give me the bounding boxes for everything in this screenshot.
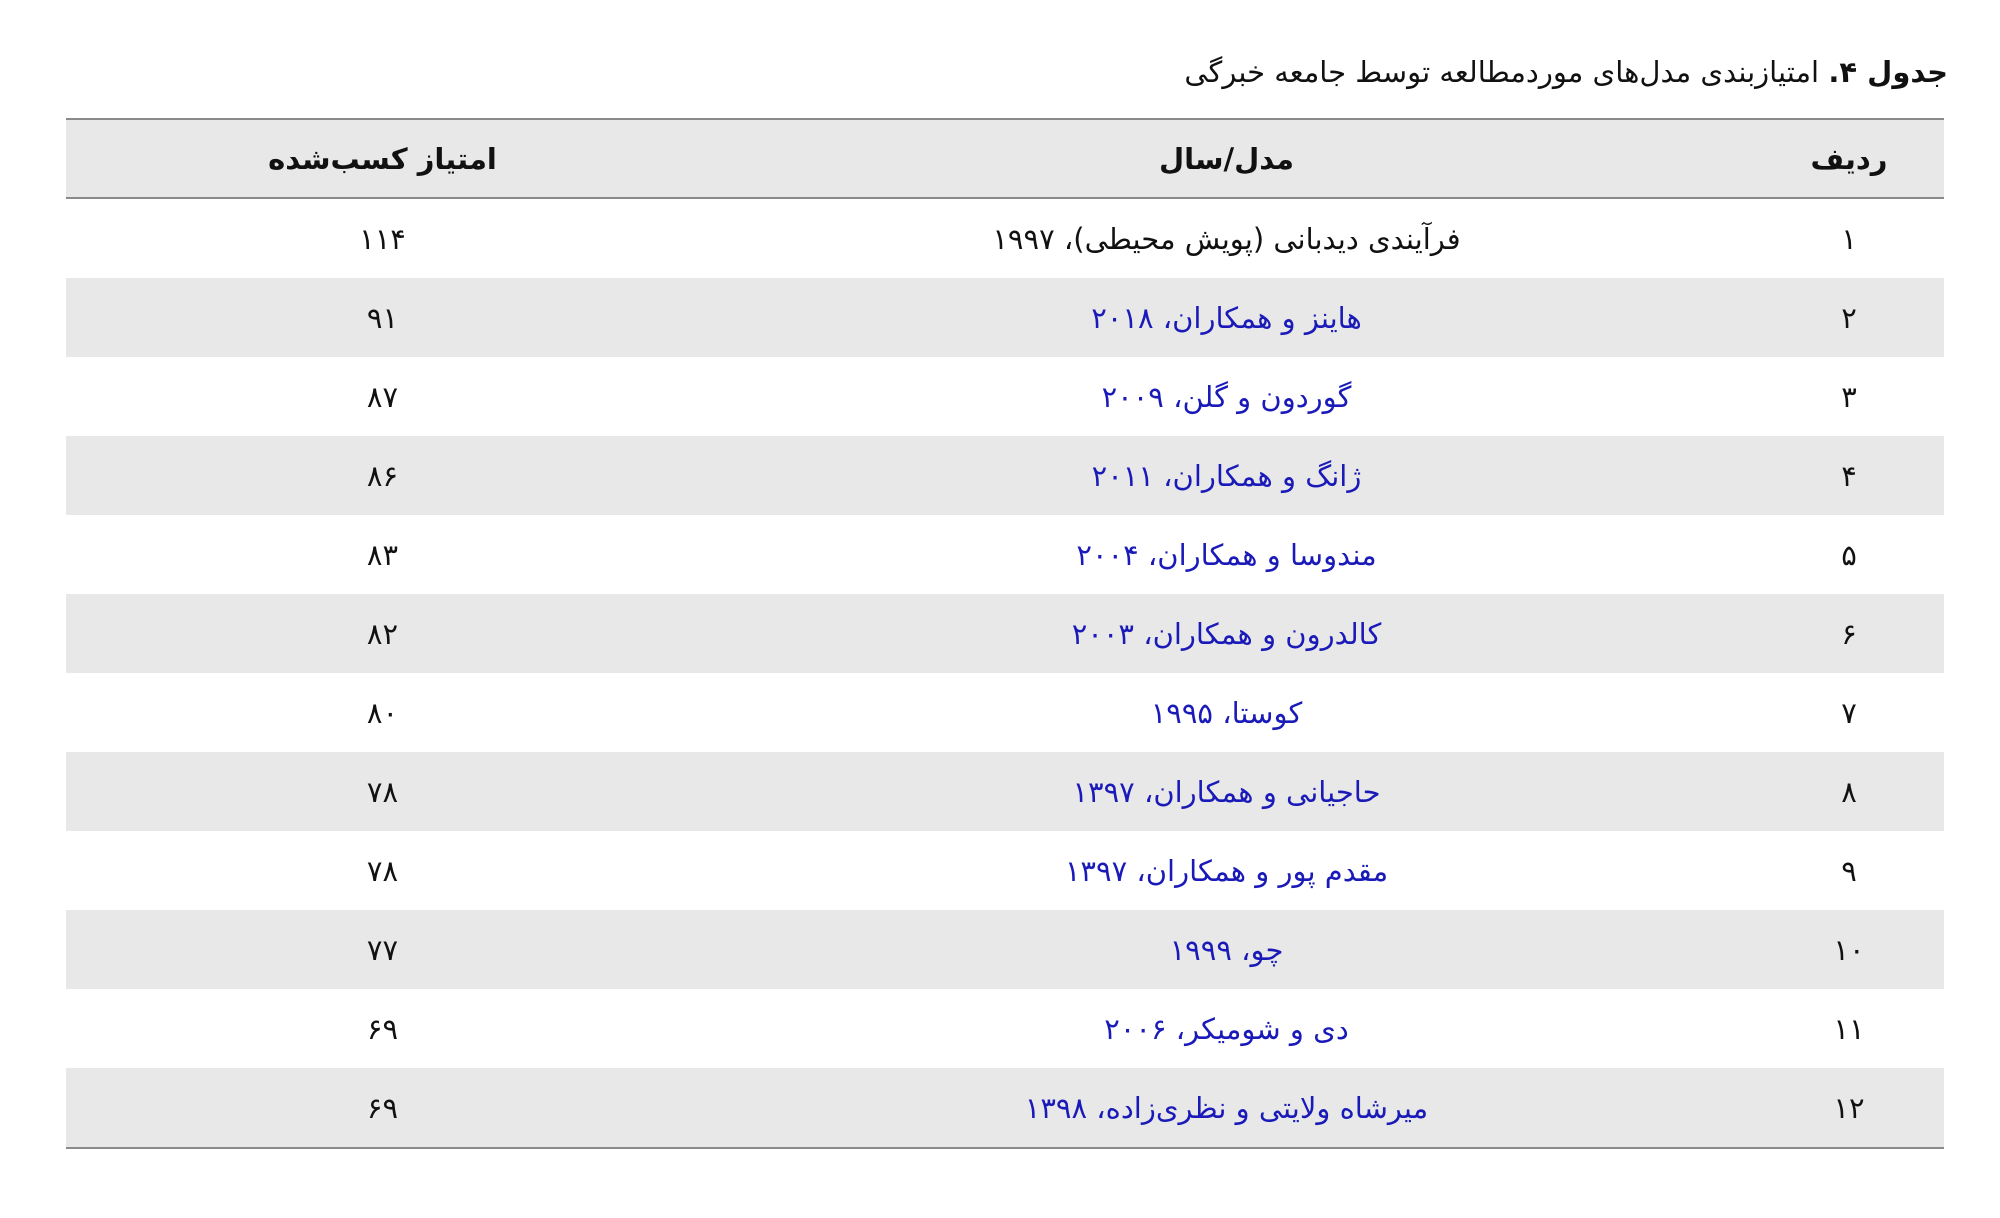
model-citation-link[interactable]: میرشاه ولایتی و نظری‌زاده، ۱۳۹۸ <box>1024 1090 1429 1125</box>
model-citation-link[interactable]: حاجیانی و همکاران، ۱۳۹۷ <box>1072 774 1381 809</box>
rank-cell: ۳ <box>1841 379 1857 414</box>
rank-cell: ۱۱ <box>1833 1011 1865 1046</box>
table-row <box>66 910 1944 989</box>
models-table <box>66 118 1944 1149</box>
table-row <box>66 357 1944 436</box>
header-model: مدل/سال <box>1158 141 1295 176</box>
model-citation-link[interactable]: هاینز و همکاران، ۲۰۱۸ <box>1091 300 1362 335</box>
model-citation-link[interactable]: ژانگ و همکاران، ۲۰۱۱ <box>1091 458 1362 493</box>
table-body <box>66 198 1944 1148</box>
score-cell: ۸۳ <box>366 537 399 572</box>
table-caption <box>1184 44 1948 100</box>
table-header <box>66 119 1944 198</box>
score-cell: ۹۱ <box>366 300 399 335</box>
table-row <box>66 831 1944 910</box>
caption-text: امتیازبندی مدل‌های موردمطالعه توسط جامعه خبرگی <box>1184 55 1820 89</box>
score-cell: ۱۱۴ <box>359 221 406 256</box>
table-row <box>66 752 1944 831</box>
score-cell: ۸۰ <box>366 695 399 730</box>
score-cell: ۸۷ <box>366 379 399 414</box>
model-citation-link[interactable]: دی و شومیکر، ۲۰۰۶ <box>1104 1011 1349 1046</box>
rank-cell: ۹ <box>1841 853 1857 888</box>
table-row <box>66 198 1944 278</box>
table-row <box>66 673 1944 752</box>
rank-cell: ۱۰ <box>1833 932 1865 967</box>
model-citation-link[interactable]: گوردون و گلن، ۲۰۰۹ <box>1101 379 1352 414</box>
score-cell: ۷۸ <box>366 774 399 809</box>
table-row <box>66 1068 1944 1148</box>
model-citation-link[interactable]: کالدرون و همکاران، ۲۰۰۳ <box>1071 616 1382 651</box>
rank-cell: ۴ <box>1841 458 1857 493</box>
header-row <box>66 119 1944 198</box>
table-row <box>66 594 1944 673</box>
score-cell: ۷۸ <box>366 853 399 888</box>
rank-cell: ۶ <box>1841 616 1857 651</box>
table-row <box>66 436 1944 515</box>
rank-cell: ۲ <box>1841 300 1857 335</box>
header-rank: ردیف <box>1810 141 1888 176</box>
rank-cell: ۷ <box>1841 695 1857 730</box>
table-row <box>66 515 1944 594</box>
models-table-container <box>66 118 1944 1149</box>
model-citation-link[interactable]: چو، ۱۹۹۹ <box>1169 932 1284 967</box>
rank-cell: ۵ <box>1841 537 1857 572</box>
model-citation-link[interactable]: مندوسا و همکاران، ۲۰۰۴ <box>1076 537 1377 572</box>
table-row <box>66 989 1944 1068</box>
rank-cell: ۸ <box>1841 774 1857 809</box>
table-row <box>66 278 1944 357</box>
score-cell: ۷۷ <box>366 932 399 967</box>
rank-cell: ۱ <box>1841 221 1857 256</box>
model-citation-link[interactable]: کوستا، ۱۹۹۵ <box>1150 695 1303 730</box>
score-cell: ۸۶ <box>366 458 399 493</box>
score-cell: ۶۹ <box>366 1011 399 1046</box>
header-score: امتیاز کسب‌شده <box>268 141 497 176</box>
caption-label: جدول ۴. <box>1828 55 1948 89</box>
model-cell: فرآیندی دیدبانی (پویش محیطی)، ۱۹۹۷ <box>992 221 1461 256</box>
model-citation-link[interactable]: مقدم پور و همکاران، ۱۳۹۷ <box>1064 853 1389 888</box>
score-cell: ۶۹ <box>366 1090 399 1125</box>
score-cell: ۸۲ <box>366 616 399 651</box>
rank-cell: ۱۲ <box>1833 1090 1865 1125</box>
